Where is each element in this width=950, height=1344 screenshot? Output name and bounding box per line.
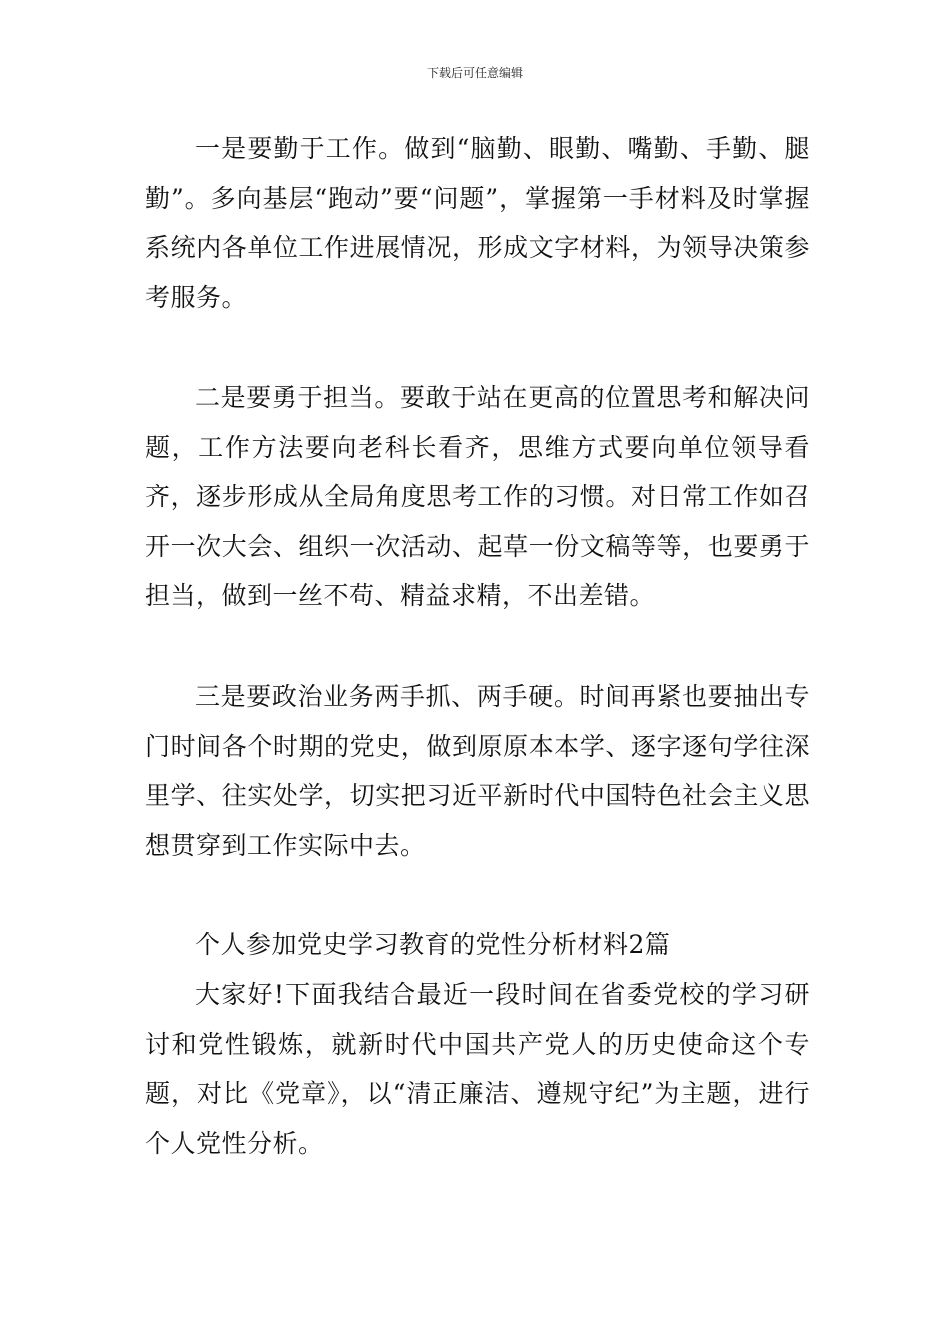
paragraph-4: 大家好!下面我结合最近一段时间在省委党校的学习研讨和党性锻炼，就新时代中国共产党人的历史使命这个专题，对比《党章》，以“清正廉洁、遵规守纪”为主题，进行个人党性分析。 xyxy=(145,980,810,1158)
paragraph-1: 一是要勤于工作。做到“脑勤、眼勤、嘴勤、手勤、腿勤”。多向基层“跑动”要“问题”，掌握第一手材料及时掌握系统内各单位工作进展情况，形成文字材料，为领导决策参考服务。 xyxy=(145,134,810,312)
paragraph-3: 三是要政治业务两手抓、两手硬。时间再紧也要抽出专门时间各个时期的党史，做到原原本本学、逐字逐句学往深里学、往实处学，切实把习近平新时代中国特色社会主义思想贯穿到工作实际中去。 xyxy=(145,682,810,860)
paragraph-2: 二是要勇于担当。要敢于站在更高的位置思考和解决问题，工作方法要向老科长看齐，思维方式要向单位领导看齐，逐步形成从全局角度思考工作的习惯。对日常工作如召开一次大会、组织一次活动、起草一份文稿等等，也要勇于担当，做到一丝不苟、精益求精，不出差错。 xyxy=(145,383,810,610)
section-title: 个人参加党史学习教育的党性分析材料2篇 xyxy=(195,930,671,959)
page-header: 下载后可任意编辑 xyxy=(426,66,523,80)
